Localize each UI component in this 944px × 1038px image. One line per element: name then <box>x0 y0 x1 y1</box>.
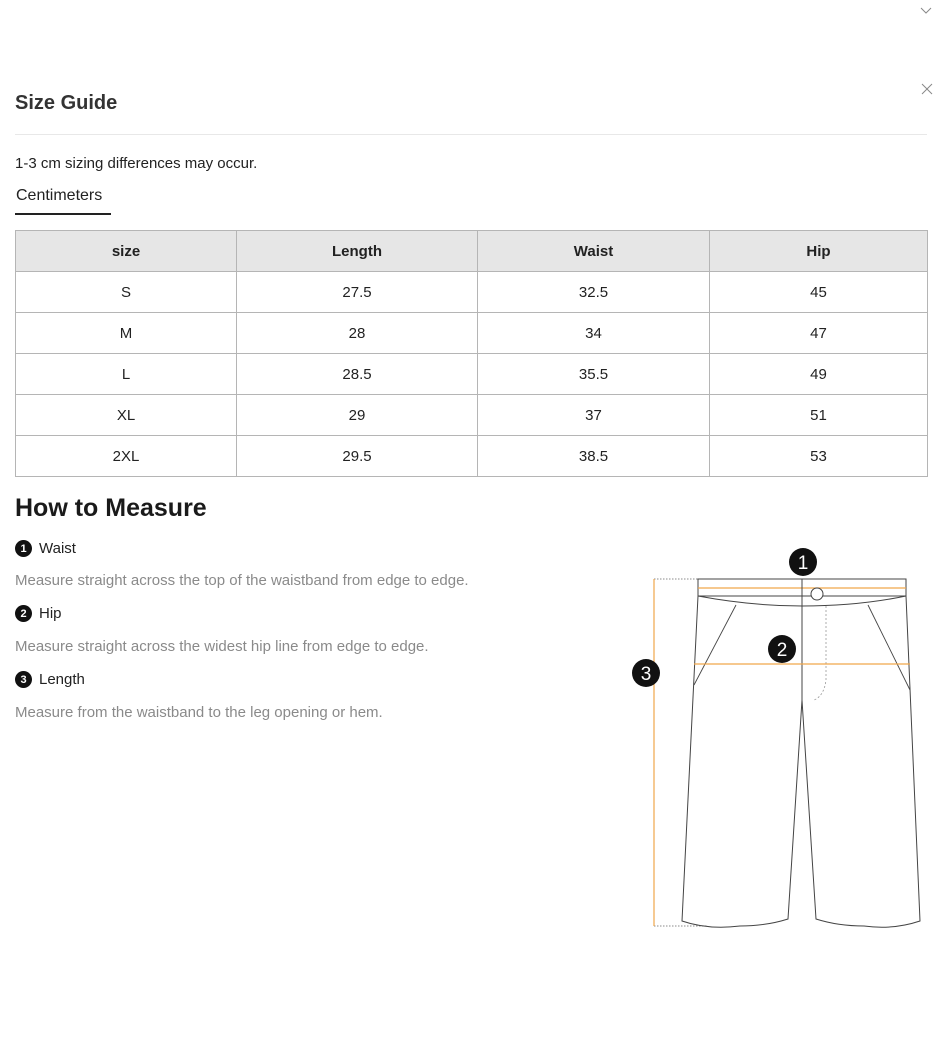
tab-centimeters[interactable] <box>15 185 111 215</box>
cell-waist: 32.5 <box>478 272 710 313</box>
tab-label: Centimeters <box>16 187 103 204</box>
shorts-diagram-svg <box>628 540 928 935</box>
column-header-waist: Waist <box>478 231 710 272</box>
measure-description: Measure straight across the top of the waistband from edge to edge. <box>15 572 469 589</box>
cell-hip: 45 <box>710 272 928 313</box>
table-row <box>16 354 928 395</box>
chevron-down-icon[interactable] <box>918 2 934 12</box>
number-badge-icon: 3 <box>15 671 32 688</box>
cell-length: 28.5 <box>237 354 478 395</box>
page-title: Size Guide <box>15 92 118 114</box>
cell-size: M <box>16 313 237 354</box>
cell-length: 29.5 <box>237 436 478 477</box>
cell-hip: 49 <box>710 354 928 395</box>
how-to-measure-title: How to Measure <box>15 494 207 522</box>
cell-hip: 51 <box>710 395 928 436</box>
cell-size: S <box>16 272 237 313</box>
cell-hip: 47 <box>710 313 928 354</box>
close-icon[interactable] <box>918 80 936 98</box>
table-row <box>16 313 928 354</box>
cell-waist: 37 <box>478 395 710 436</box>
cell-length: 27.5 <box>237 272 478 313</box>
column-header-hip: Hip <box>710 231 928 272</box>
shorts-outline <box>682 596 920 927</box>
cell-size: L <box>16 354 237 395</box>
cell-length: 28 <box>237 313 478 354</box>
marker-length-icon <box>632 659 660 687</box>
number-badge-icon: 2 <box>15 605 32 622</box>
left-pocket <box>694 605 736 685</box>
marker-hip-icon <box>768 635 796 663</box>
measure-item-waist <box>15 540 76 557</box>
table-row <box>16 272 928 313</box>
cell-size: 2XL <box>16 436 237 477</box>
measure-label: Waist <box>39 540 76 557</box>
cell-length: 29 <box>237 395 478 436</box>
right-pocket <box>868 605 910 690</box>
measure-description: Measure straight across the widest hip line from edge to edge. <box>15 638 429 655</box>
cell-waist: 34 <box>478 313 710 354</box>
size-table <box>15 230 928 477</box>
marker-waist-icon <box>789 548 817 576</box>
measure-item-length <box>15 671 85 688</box>
measure-label: Length <box>39 671 85 688</box>
marker-label: 3 <box>640 664 652 685</box>
sizing-note: 1-3 cm sizing differences may occur. <box>15 155 258 172</box>
measure-item-hip <box>15 605 62 622</box>
cell-waist: 35.5 <box>478 354 710 395</box>
table-row <box>16 395 928 436</box>
marker-label: 1 <box>797 553 809 574</box>
column-header-size: size <box>16 231 237 272</box>
measure-label: Hip <box>39 605 62 622</box>
cell-size: XL <box>16 395 237 436</box>
header-divider <box>15 134 927 135</box>
marker-label: 2 <box>776 640 788 661</box>
table-header-row <box>16 231 928 272</box>
number-badge-icon: 1 <box>15 540 32 557</box>
column-header-length: Length <box>237 231 478 272</box>
cell-waist: 38.5 <box>478 436 710 477</box>
fly-stitch <box>814 606 826 700</box>
table-row <box>16 436 928 477</box>
shorts-diagram <box>628 540 928 935</box>
measure-description: Measure from the waistband to the leg opening or hem. <box>15 704 383 721</box>
button-icon <box>811 588 823 600</box>
cell-hip: 53 <box>710 436 928 477</box>
